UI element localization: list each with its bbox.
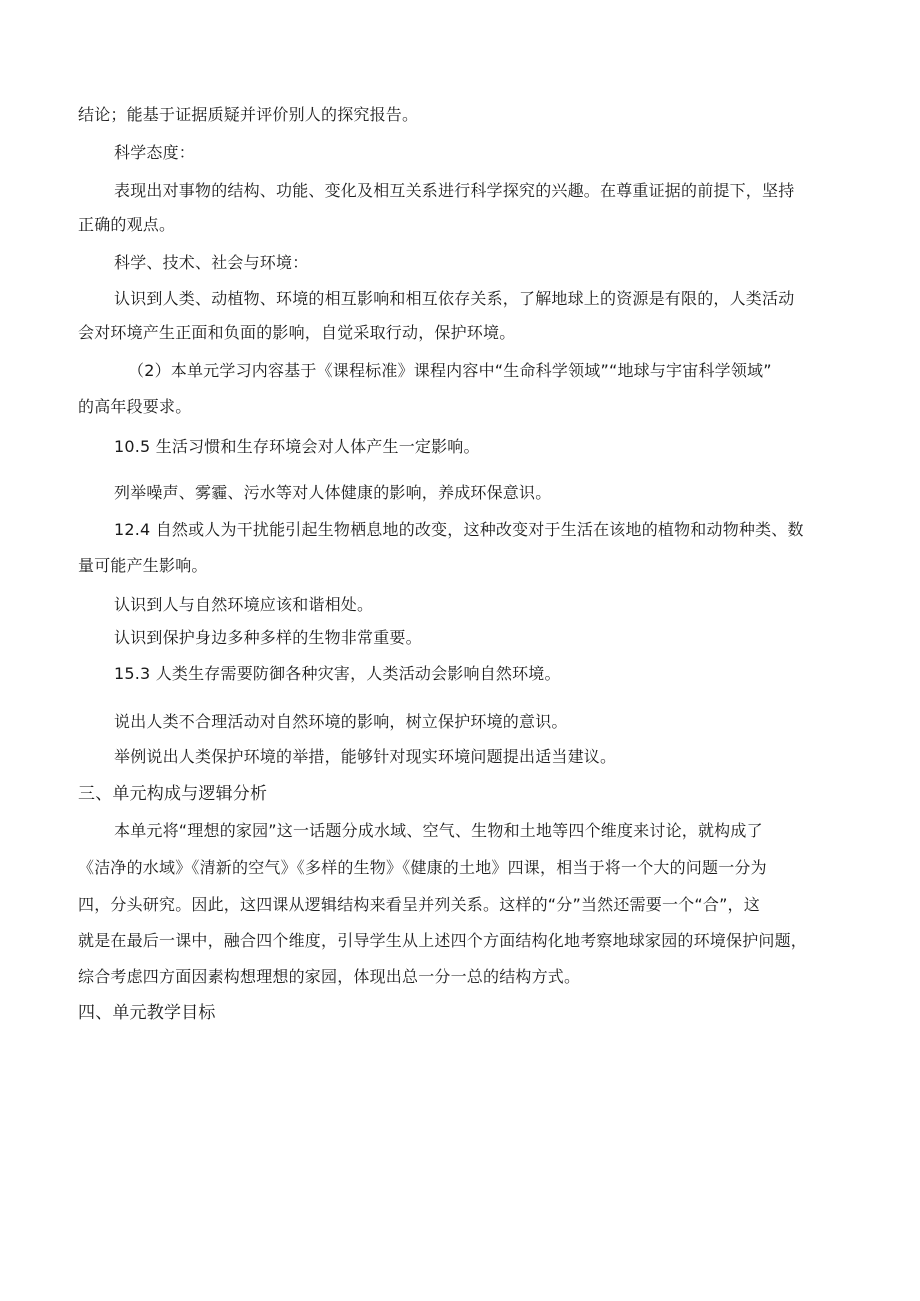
- paragraph-line: 表现出对事物的结构、功能、变化及相互关系进行科学探究的兴趣。在尊重证据的前提下，坚持: [114, 181, 795, 200]
- paragraph-line: 本单元将“理想的家园”这一话题分成水域、空气、生物和土地等四个维度来讨论，就构成了: [114, 821, 763, 840]
- paragraph-line: 举例说出人类保护环境的举措，能够针对现实环境问题提出适当建议。: [114, 747, 617, 766]
- paragraph-line: 结论；能基于证据质疑并评价别人的探究报告。: [78, 105, 419, 124]
- paragraph-line: 综合考虑四方面因素构想理想的家园，体现出总一分一总的结构方式。: [78, 967, 581, 986]
- paragraph-line: 认识到人类、动植物、环境的相互影响和相互依存关系，了解地球上的资源是有限的，人类活动: [114, 289, 795, 308]
- paragraph-line: 说出人类不合理活动对自然环境的影响，树立保护环境的意识。: [114, 712, 568, 731]
- standard-item-10-5: 10.5 生活习惯和生存环境会对人体产生一定影响。: [114, 437, 480, 456]
- paragraph-line: 量可能产生影响。: [78, 556, 208, 575]
- paragraph-line: 正确的观点。: [78, 215, 176, 234]
- section-heading-3: 三、单元构成与逻辑分析: [78, 784, 268, 804]
- paragraph-line: 的高年段要求。: [78, 397, 192, 416]
- paragraph-line: 会对环境产生正面和负面的影响，自觉采取行动，保护环境。: [78, 323, 516, 342]
- section-label-sts: 科学、技术、社会与环境：: [114, 253, 309, 272]
- paragraph-line: 列举噪声、雾霾、污水等对人体健康的影响，养成环保意识。: [114, 483, 552, 502]
- paragraph-line: 《洁净的水域》《清新的空气》《多样的生物》《健康的土地》四课，相当于将一个大的问题一分为: [78, 858, 767, 877]
- paragraph-line: 就是在最后一课中，融合四个维度，引导学生从上述四个方面结构化地考察地球家园的环境保护问题，: [78, 931, 808, 950]
- section-label-attitude: 科学态度：: [114, 143, 196, 162]
- standard-item-15-3: 15.3 人类生存需要防御各种灾害，人类活动会影响自然环境。: [114, 664, 561, 683]
- paragraph-line: 认识到人与自然环境应该和谐相处。: [114, 595, 374, 614]
- standard-item-12-4: 12.4 自然或人为干扰能引起生物栖息地的改变，这种改变对于生活在该地的植物和动物种类、数: [114, 520, 804, 539]
- section-heading-4: 四、单元教学目标: [78, 1003, 216, 1023]
- paragraph-line: （2）本单元学习内容基于《课程标准》课程内容中“生命科学领域”“地球与宇宙科学领域”: [128, 361, 772, 380]
- paragraph-line: 四，分头研究。因此，这四课从逻辑结构来看呈并列关系。这样的“分”当然还需要一个“合”，这: [78, 895, 760, 914]
- paragraph-line: 认识到保护身边多种多样的生物非常重要。: [114, 628, 422, 647]
